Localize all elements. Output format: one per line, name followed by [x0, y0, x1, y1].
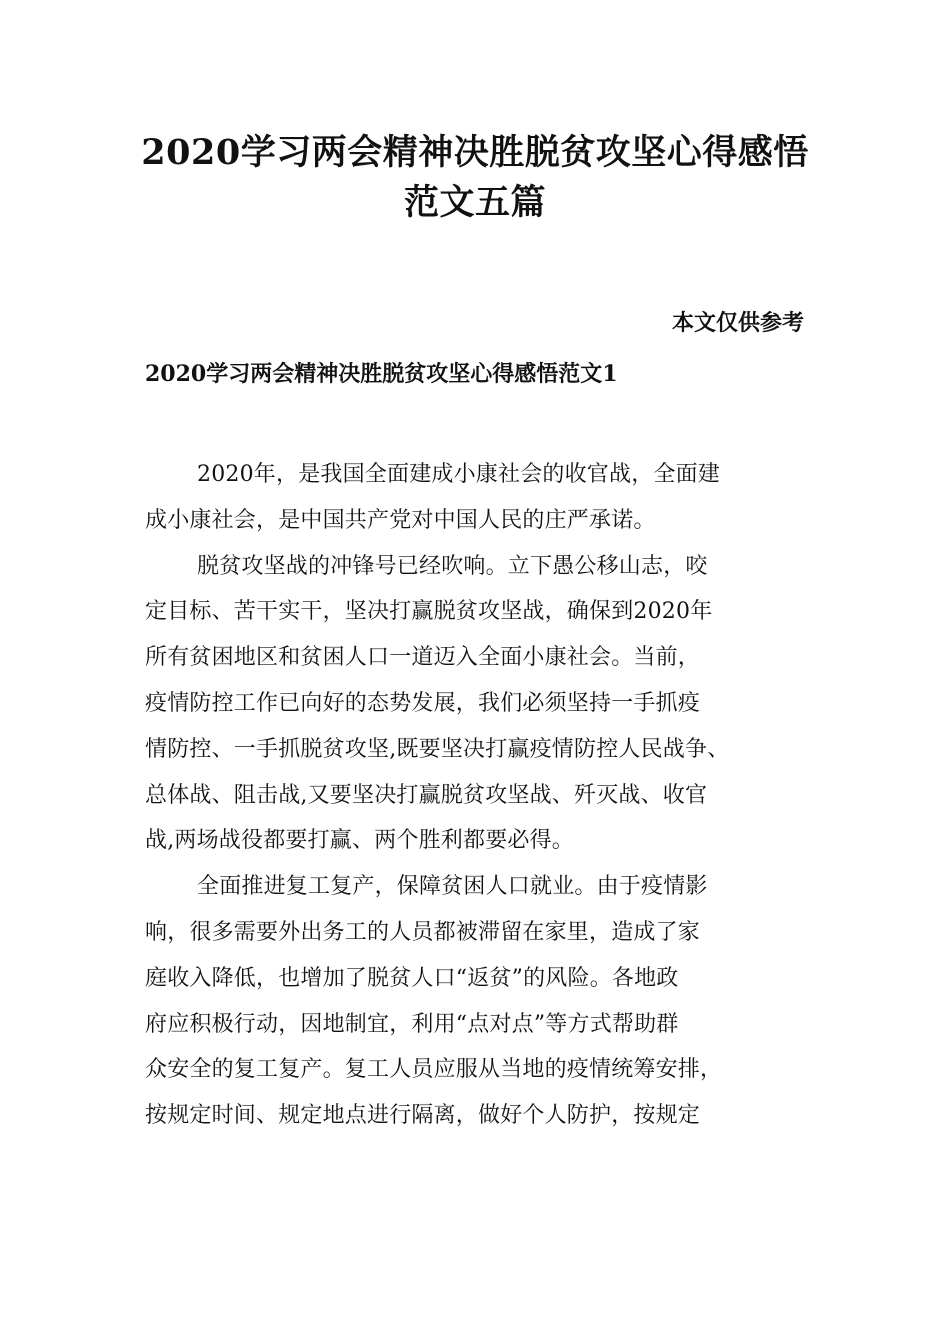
paragraph-line: 情防控、一手抓脱贫攻坚,既要坚决打赢疫情防控人民战争、	[145, 736, 730, 762]
paragraph-line: 响，很多需要外出务工的人员都被滞留在家里，造成了家	[145, 919, 701, 945]
paragraph-line: 总体战、阻击战,又要坚决打赢脱贫攻坚战、歼灭战、收官	[145, 782, 708, 808]
document-title	[100, 128, 850, 228]
paragraph-line: 2020年，是我国全面建成小康社会的收官战，全面建	[197, 462, 720, 487]
body-text	[145, 452, 815, 1139]
paragraph-line: 定目标、苦干实干，坚决打赢脱贫攻坚战，确保到2020年	[145, 599, 713, 625]
title-line-1: 2020学习两会精神决胜脱贫攻坚心得感悟	[141, 132, 809, 173]
section-heading: 2020学习两会精神决胜脱贫攻坚心得感悟范文1	[145, 361, 618, 387]
paragraph-line: 按规定时间、规定地点进行隔离，做好个人防护，按规定	[145, 1103, 701, 1129]
paragraph-line: 所有贫困地区和贫困人口一道迈入全面小康社会。当前，	[145, 645, 701, 671]
paragraph-line: 府应积极行动，因地制宜，利用“点对点”等方式帮助群	[145, 1011, 679, 1037]
paragraph-line: 全面推进复工复产，保障贫困人口就业。由于疫情影	[197, 874, 708, 900]
paragraph-line: 成小康社会，是中国共产党对中国人民的庄严承诺。	[145, 507, 656, 533]
title-line-2: 范文五篇	[403, 182, 546, 223]
paragraph-line: 疫情防控工作已向好的态势发展，我们必须坚持一手抓疫	[145, 690, 701, 716]
paragraph-line: 众安全的复工复产。复工人员应服从当地的疫情统筹安排，	[145, 1057, 723, 1083]
paragraph-line: 庭收入降低，也增加了脱贫人口“返贫”的风险。各地政	[145, 965, 679, 991]
paragraph-line: 战,两场战役都要打赢、两个胜利都要必得。	[145, 828, 574, 854]
paragraph-line: 脱贫攻坚战的冲锋号已经吹响。立下愚公移山志，咬	[197, 553, 708, 579]
reference-note: 本文仅供参考	[671, 310, 804, 336]
